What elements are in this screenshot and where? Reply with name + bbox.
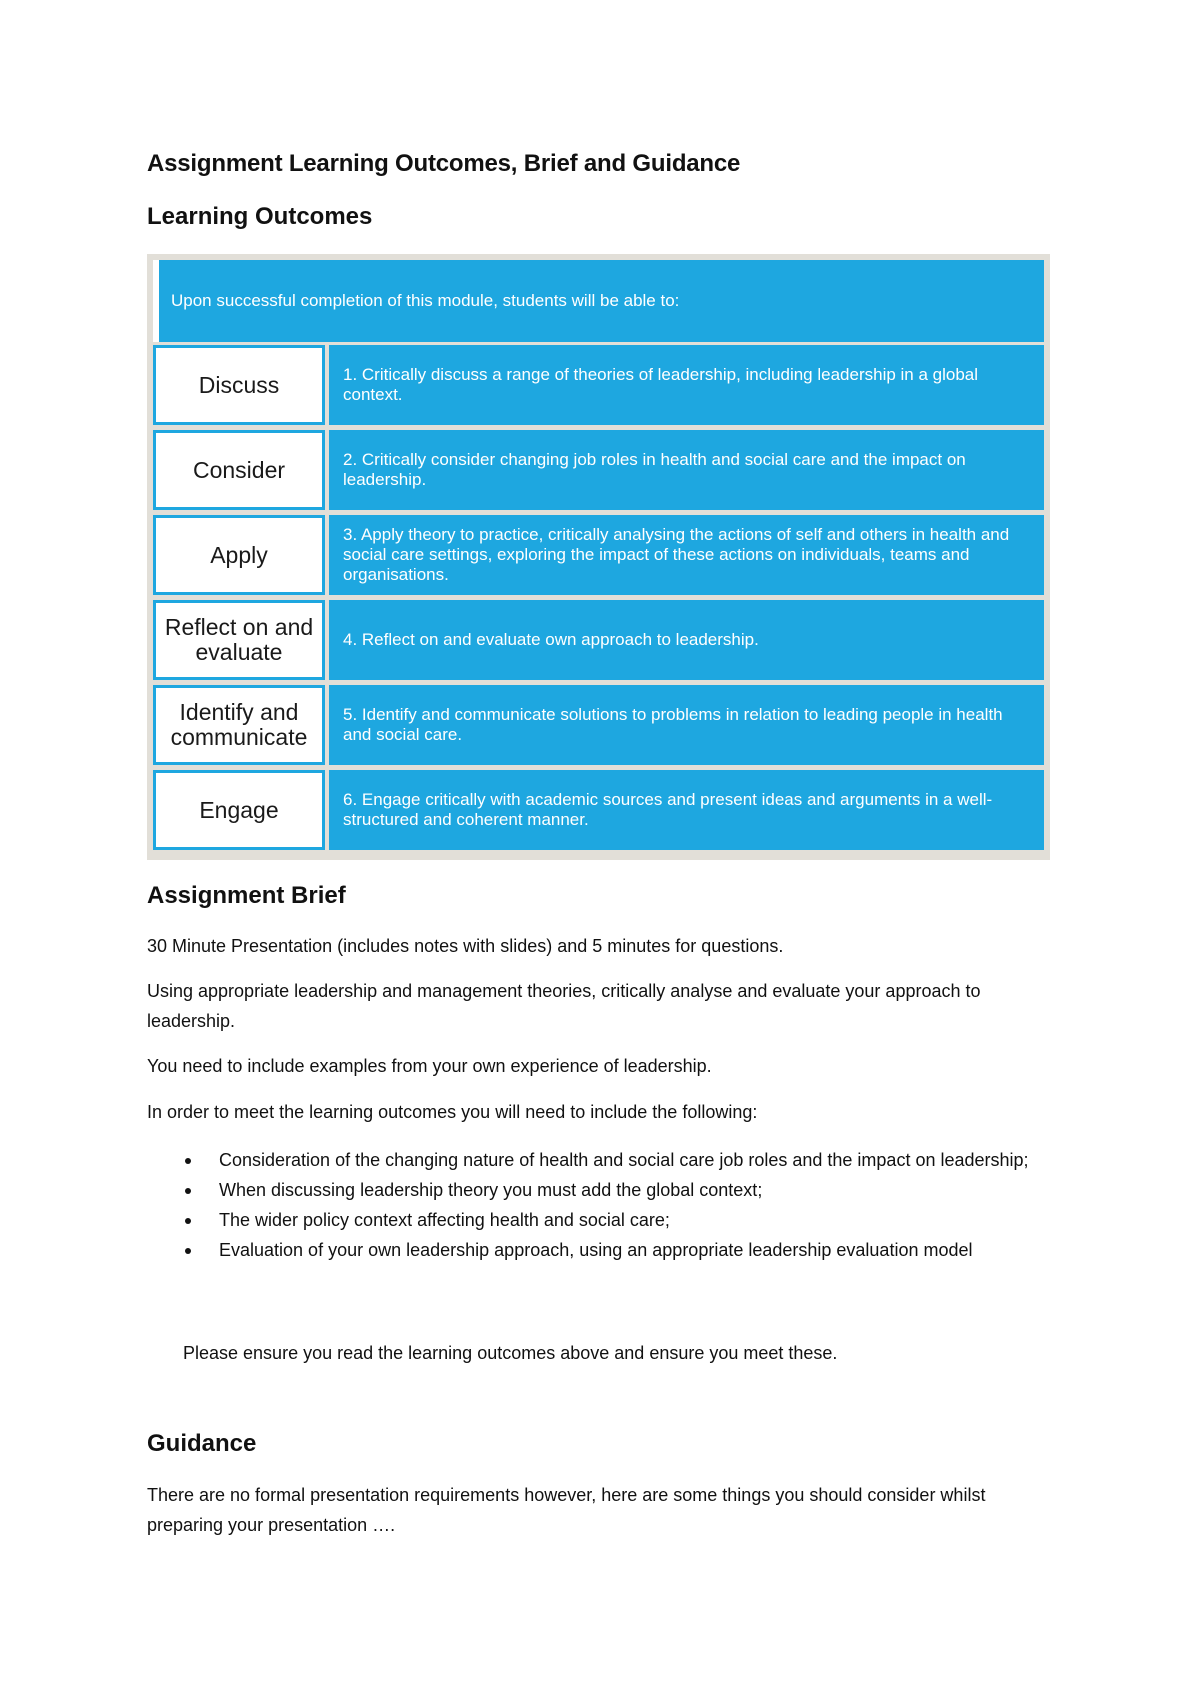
outcome-description: 1. Critically discuss a range of theories of leadership, including leadership in a global context. [329,345,1044,425]
outcome-verb: Consider [153,430,325,510]
outcome-description: 6. Engage critically with academic sources and present ideas and arguments in a well-structured and coherent manner. [329,770,1044,850]
list-item: The wider policy context affecting health and social care; [147,1205,1047,1235]
outcome-row [153,770,1044,850]
outcome-row [153,685,1044,765]
bullet-icon [185,1188,191,1194]
list-item: Consideration of the changing nature of health and social care job roles and the impact on leadership; [147,1145,1047,1175]
outcome-description: 3. Apply theory to practice, critically analysing the actions of self and others in health and social care settings, exploring the impact of these actions on individuals, teams and organisations. [329,515,1044,595]
guidance-heading: Guidance [147,1430,257,1457]
bullet-icon [185,1218,191,1224]
outcomes-banner-text: Upon successful completion of this module, students will be able to: [171,291,680,310]
brief-paragraph: Using appropriate leadership and management theories, critically analyse and evaluate your approach to leadership. [147,981,981,1031]
list-item: When discussing leadership theory you must add the global context; [147,1175,1047,1205]
outcome-description: 2. Critically consider changing job roles in health and social care and the impact on leadership. [329,430,1044,510]
outcome-row [153,600,1044,680]
outcome-verb: Reflect on and evaluate [153,600,325,680]
outcome-row [153,515,1044,595]
brief-paragraph: In order to meet the learning outcomes you will need to include the following: [147,1102,758,1122]
outcome-verb: Apply [153,515,325,595]
outcomes-banner [153,260,1044,342]
list-item: Evaluation of your own leadership approach, using an appropriate leadership evaluation model [147,1235,1047,1265]
brief-paragraph: 30 Minute Presentation (includes notes with slides) and 5 minutes for questions. [147,936,784,956]
requirements-list [147,1145,1047,1265]
outcome-description: 5. Identify and communicate solutions to problems in relation to leading people in health and social care. [329,685,1044,765]
learning-outcomes-heading: Learning Outcomes [147,203,373,230]
outcome-verb: Discuss [153,345,325,425]
closing-note: Please ensure you read the learning outcomes above and ensure you meet these. [183,1343,838,1363]
guidance-paragraph: There are no formal presentation requirements however, here are some things you should consider whilst preparing your presentation …. [147,1485,986,1535]
outcome-row [153,345,1044,425]
page-title: Assignment Learning Outcomes, Brief and Guidance [147,150,741,177]
outcome-row [153,430,1044,510]
learning-outcomes-graphic [147,254,1050,860]
bullet-icon [185,1158,191,1164]
outcome-verb: Engage [153,770,325,850]
brief-paragraph: You need to include examples from your own experience of leadership. [147,1056,712,1076]
assignment-brief-heading: Assignment Brief [147,882,346,909]
outcome-verb: Identify and communicate [153,685,325,765]
outcome-description: 4. Reflect on and evaluate own approach to leadership. [329,600,1044,680]
bullet-icon [185,1248,191,1254]
